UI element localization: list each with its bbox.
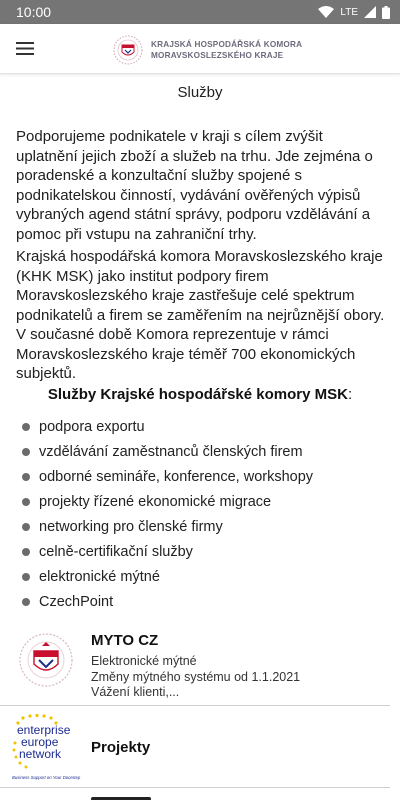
bullet-icon — [22, 473, 30, 481]
wifi-icon — [318, 6, 334, 18]
list-item — [22, 564, 313, 589]
service-label: projekty řízené ekonomické migrace — [39, 493, 272, 510]
services-heading — [0, 386, 400, 403]
list-item — [22, 414, 313, 439]
list-item — [22, 464, 313, 489]
een-line-1: enterprise — [17, 723, 71, 737]
list-item — [22, 439, 313, 464]
service-label: networking pro členské firmy — [39, 518, 223, 535]
services-list — [22, 414, 313, 614]
list-item — [22, 514, 313, 539]
bullet-icon — [22, 548, 30, 556]
status-icons — [318, 6, 390, 19]
bullet-icon — [22, 448, 30, 456]
app-bar — [0, 24, 400, 74]
list-item — [22, 489, 313, 514]
services-heading-colon: : — [347, 386, 353, 403]
news-title: MYTO CZ — [91, 632, 159, 649]
chamber-seal-icon — [113, 35, 143, 65]
news-subtitle: Elektronické mýtné — [91, 654, 197, 668]
page-title: Služby — [177, 84, 223, 101]
hamburger-icon — [16, 42, 34, 55]
content-scroll-area[interactable] — [0, 74, 400, 800]
list-item — [22, 589, 313, 614]
een-tagline: Business Support on Your Doorstep — [12, 775, 81, 780]
status-time: 10:00 — [16, 4, 52, 20]
bullet-icon — [22, 573, 30, 581]
een-line-2: europe — [21, 735, 59, 749]
bullet-icon — [22, 598, 30, 606]
brand-line-2: MORAVSKOSLEZSKÉHO KRAJE — [151, 51, 284, 60]
chamber-seal-logo — [18, 630, 74, 690]
battery-icon — [382, 6, 390, 19]
service-label: celně-certifikační služby — [39, 543, 193, 560]
service-label: elektronické mýtné — [39, 568, 160, 585]
brand-line-1: KRAJSKÁ HOSPODÁŘSKÁ KOMORA — [151, 40, 303, 49]
service-label: CzechPoint — [39, 593, 114, 610]
intro-paragraph: Podporujeme podnikatele v kraji s cílem zvýšit uplatnění jejich zboží a služeb na trhu. Jde zejména o poradenské a konzultační služby spojené s podnikatelskou činností, vydávání ověřených výpisů vybraných agend státní správy, podporu vzdělávání a pomoc při vstupu na zahraniční trhy. — [16, 128, 373, 243]
services-heading-text: Služby Krajské hospodářské komory MSK — [47, 386, 348, 403]
enterprise-europe-network-logo — [10, 712, 84, 782]
network-label: LTE — [340, 6, 358, 18]
bullet-icon — [22, 423, 30, 431]
projects-card[interactable] — [0, 706, 390, 788]
brand-logo — [113, 35, 302, 65]
service-label: odborné semináře, konference, workshopy — [39, 468, 314, 485]
status-bar — [0, 0, 400, 24]
service-label: podpora exportu — [39, 418, 145, 435]
bullet-icon — [22, 498, 30, 506]
menu-button[interactable] — [0, 24, 50, 74]
brand-name — [151, 39, 302, 61]
projects-title: Projekty — [91, 739, 151, 756]
list-item — [22, 539, 313, 564]
service-label: vzdělávání zaměstnanců členských firem — [39, 443, 303, 460]
een-line-3: network — [19, 747, 62, 761]
next-card-partial[interactable] — [0, 788, 390, 800]
bullet-icon — [22, 523, 30, 531]
about-paragraph: Krajská hospodářská komora Moravskoslezského kraje (KHK MSK) jako institut podpory firem Moravskoslezského kraje zastřešuje celé spektrum podnikatelů a firem se zaměřením na nejrůznější obory. V současné době Komora reprezentuje v rámci Moravskoslezského kraje téměř 700 ekonomických subjektů. — [16, 248, 385, 382]
news-headline: Změny mýtného systému od 1.1.2021 — [91, 670, 301, 684]
signal-icon — [364, 6, 376, 18]
news-excerpt: Vážení klienti,... — [91, 685, 180, 699]
news-card-myto[interactable] — [0, 622, 390, 706]
